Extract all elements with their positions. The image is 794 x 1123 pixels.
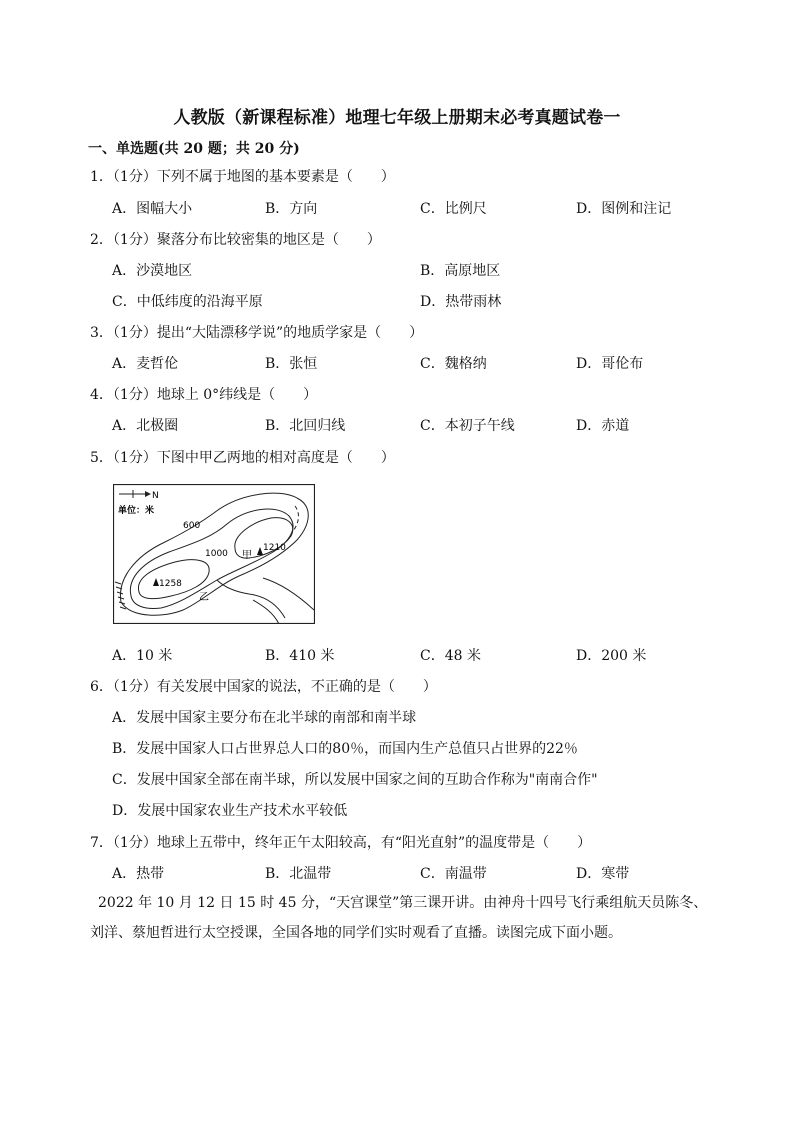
contour-label-600: 600 [183, 521, 201, 531]
point-jia-label: 甲 [242, 550, 252, 561]
question-2-option-c: C．中低纬度的沿海平原 [112, 294, 263, 310]
question-4-option-c: C．本初子午线 [420, 418, 515, 434]
question-2-option-a: A．沙漠地区 [112, 263, 193, 279]
question-3-option-d: D．哥伦布 [576, 356, 644, 372]
question-7-option-b: B．北温带 [265, 866, 332, 882]
question-3-stem: 3．（1分）提出“大陆漂移学说”的地质学家是（ ） [90, 325, 424, 341]
question-1-option-d: D．图例和注记 [576, 201, 672, 217]
question-6-option-c: C．发展中国家全部在南半球，所以发展中国家之间的互助合作称为"南南合作" [112, 772, 598, 788]
question-5-option-c: C．48 米 [420, 648, 481, 664]
question-6-option-d: D．发展中国家农业生产技术水平较低 [112, 803, 348, 819]
contour-map [113, 484, 315, 624]
section-heading: 一、单选题(共 20 题；共 20 分) [88, 141, 300, 157]
question-1-stem: 1．（1分）下列不属于地图的基本要素是（ ） [90, 169, 395, 185]
reading-passage: 2022 年 10 月 12 日 15 时 45 分，“天宫课堂”第三课开讲。由神舟十四号飞行乘组航天员陈冬、刘洋、蔡旭哲进行太空授课，全国各地的同学们实时观看了直播。读图完成下面小题。 [90, 895, 708, 941]
contour-map-figure [113, 484, 315, 624]
question-1-option-a: A．图幅大小 [112, 201, 193, 217]
contour-label-1000: 1000 [205, 549, 228, 559]
peak-jia-elevation: 1210 [263, 543, 286, 553]
question-5-option-a: A．10 米 [112, 648, 173, 664]
question-6-option-a: A．发展中国家主要分布在北半球的南部和南半球 [112, 710, 417, 726]
question-2-stem: 2．（1分）聚落分布比较密集的地区是（ ） [90, 232, 381, 248]
question-5-option-d: D．200 米 [576, 648, 647, 664]
question-7-stem: 7．（1分）地球上五带中，终年正午太阳较高，有“阳光直射”的温度带是（ ） [90, 835, 592, 851]
question-7-option-c: C．南温带 [420, 866, 487, 882]
question-6-option-b: B．发展中国家人口占世界总人口的80％，而国内生产总值只占世界的22％ [112, 741, 578, 757]
question-1-option-b: B．方向 [265, 201, 318, 217]
question-6-stem: 6．（1分）有关发展中国家的说法，不正确的是（ ） [90, 679, 437, 695]
question-4-stem: 4．（1分）地球上 0°纬线是（ ） [90, 387, 318, 403]
unit-label: 单位：米 [118, 506, 155, 516]
question-1-option-c: C．比例尺 [420, 201, 487, 217]
question-4-option-d: D．赤道 [576, 418, 630, 434]
question-7-option-d: D．寒带 [576, 866, 630, 882]
page-title: 人教版（新课程标准）地理七年级上册期末必考真题试卷一 [173, 108, 621, 128]
question-5-option-b: B．410 米 [265, 648, 335, 664]
question-3-option-b: B．张恒 [265, 356, 318, 372]
question-2-option-d: D．热带雨林 [420, 294, 502, 310]
question-5-stem: 5．（1分）下图中甲乙两地的相对高度是（ ） [90, 450, 395, 466]
question-2-option-b: B．高原地区 [420, 263, 501, 279]
peak-yi-elevation: 1258 [159, 579, 182, 589]
question-7-option-a: A．热带 [112, 866, 165, 882]
question-3-option-a: A．麦哲伦 [112, 356, 179, 372]
point-yi-label: 乙 [199, 592, 209, 603]
question-4-option-b: B．北回归线 [265, 418, 346, 434]
question-3-option-c: C．魏格纳 [420, 356, 487, 372]
question-4-option-a: A．北极圈 [112, 418, 179, 434]
north-label: N [152, 491, 159, 501]
